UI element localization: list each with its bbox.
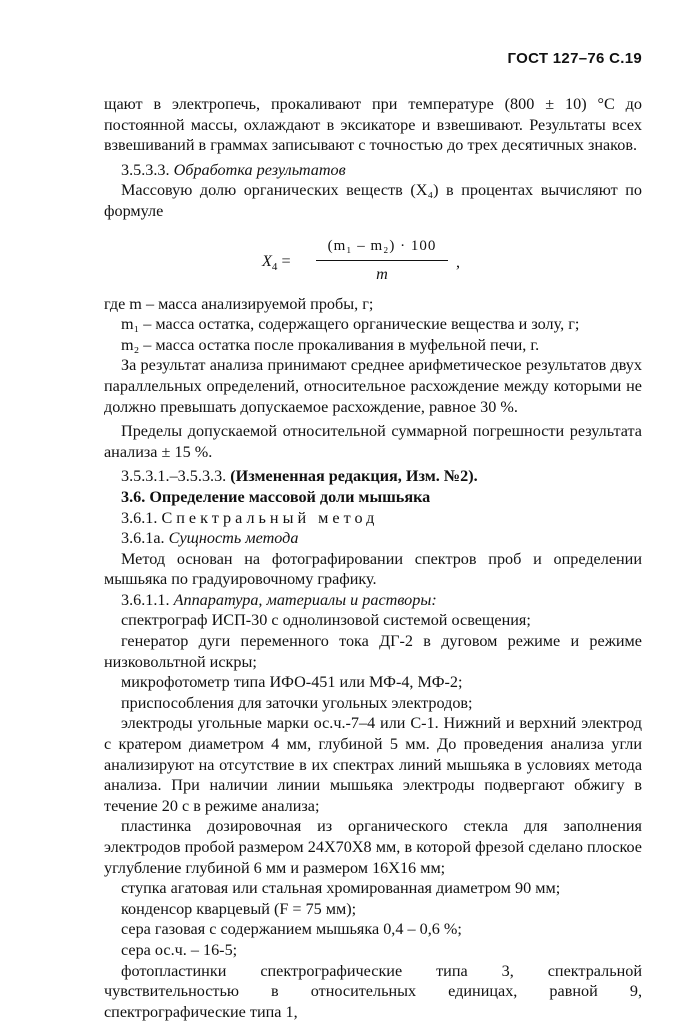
list-item: генератор дуги переменного тока ДГ-2 в дуговом режиме и режиме низковольтной искры; <box>104 632 642 671</box>
formula-numerator: (m₁ – m₂) · 100 <box>327 237 437 254</box>
section-heading-arsenic: 3.6. Определение массовой доли мышьяка <box>121 487 431 506</box>
list-item: конденсор кварцевый (F = 75 мм); <box>121 899 357 918</box>
formula-comma: , <box>456 252 461 271</box>
list-item: фотопластинки спектрографические типа 3, спектральной чувствительностью в относительных единицах, равной 9, спектрографические типа 1, <box>104 961 642 1021</box>
formula <box>104 230 642 294</box>
document-body <box>104 94 642 1022</box>
formula-lhs: $X_4$ = <box>262 251 291 273</box>
list-item: микрофотометр типа ИФО-451 или МФ-4, МФ-2; <box>121 673 463 692</box>
section-heading-equipment: 3.6.1.1. Аппаратура, материалы и растворы: <box>121 590 437 609</box>
where-line-2: m₁ – масса остатка, содержащего органические вещества и золу, г; <box>121 315 580 334</box>
section-heading-essence: 3.6.1а. Сущность метода <box>121 529 299 548</box>
section-heading-spectral: 3.6.1. Спектральный метод <box>121 508 379 527</box>
paragraph-error-limits: Пределы допускаемой относительной суммарной погрешности результата анализа ± 15 %. <box>104 422 642 461</box>
formula-denominator: m <box>376 264 388 283</box>
fraction-bar <box>316 260 448 261</box>
page-header: ГОСТ 127–76 С.19 <box>507 50 642 67</box>
where-line-1: где m – масса анализируемой пробы, г; <box>104 294 374 313</box>
list-item: спектрограф ИСП-30 с однолинзовой системой освещения; <box>121 611 531 630</box>
section-title: Обработка результатов <box>173 160 346 179</box>
list-item: сера ос.ч. – 16-5; <box>121 940 238 959</box>
list-item: приспособления для заточки угольных электродов; <box>121 693 473 712</box>
list-item: ступка агатовая или стальная хромированная диаметром 90 мм; <box>121 879 561 898</box>
list-item: сера газовая с содержанием мышьяка 0,4 – 0,6 %; <box>121 920 462 939</box>
revision-text: (Измененная редакция, Изм. №2). <box>230 467 478 486</box>
paragraph-method: Метод основан на фотографировании спектров проб и определении мышьяка по градуировочному графику. <box>104 549 642 589</box>
revision-note <box>104 466 642 487</box>
revision-range: 3.5.3.1.–3.5.3.3. <box>121 467 227 486</box>
where-line-3: m₂ – масса остатка после прокаливания в муфельной печи, г. <box>121 335 540 354</box>
section-heading-processing <box>104 160 642 181</box>
paragraph-formula-intro: Массовую долю органических веществ (X₄) в процентах вычисляют по формуле <box>104 181 642 220</box>
paragraph-continuation: щают в электропечь, прокаливают при температуре (800 ± 10) °С до постоянной массы, охлаждают в эксикаторе и взвешивают. Результаты всех взвешиваний в граммах записывают с точностью до трех десятичных знаков. <box>104 95 642 155</box>
section-number: 3.5.3.3. <box>121 160 170 179</box>
list-item: пластинка дозировочная из органического стекла для заполнения электродов пробой размером 24Х70Х8 мм, в которой фрезой сделано плоское углубление глубиной 6 мм и размером 16Х16 мм; <box>104 817 642 877</box>
paragraph-result: За результат анализа принимают среднее арифметическое результатов двух параллельных определений, относительное расхождение между которыми не должно превышать допускаемое расхождение, равное 30 %. <box>104 356 642 416</box>
list-item: электроды угольные марки ос.ч.-7–4 или С-1. Нижний и верхний электрод с кратером диаметром 4 мм, глубиной 5 мм. До проведения анализа угли анализируют на отсутствие в их спектрах линий мышьяка в условиях метода анализа. При наличии линии мышьяка электроды подвергают обжигу в течение 20 с в режиме анализа; <box>104 714 642 815</box>
